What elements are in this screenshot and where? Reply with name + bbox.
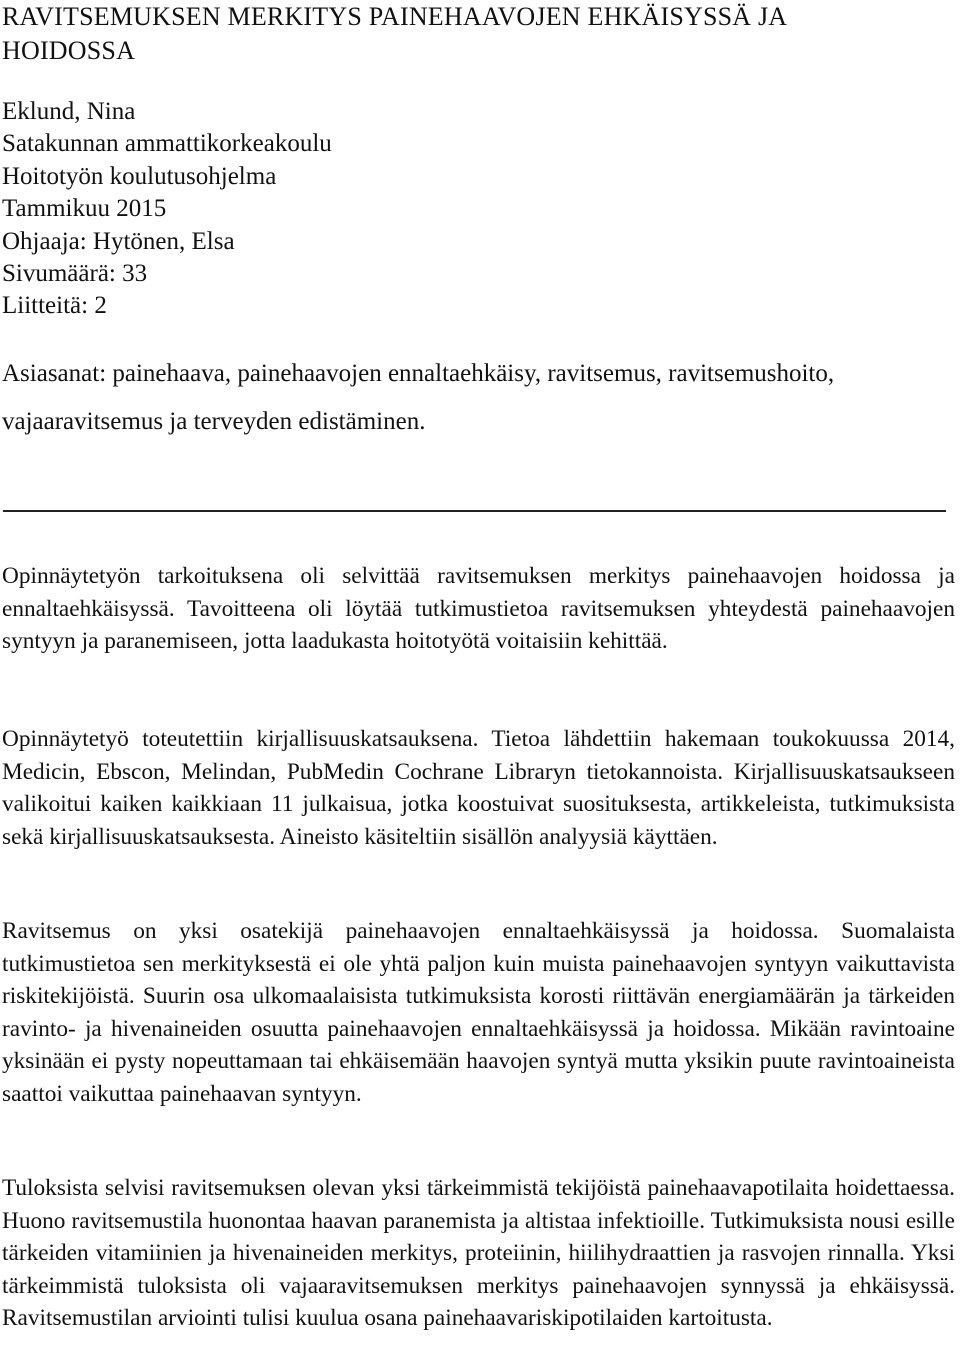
abstract-paragraph-purpose: Opinnäytetyön tarkoituksena oli selvittää ravitsemuksen merkitys painehaavojen hoidossa ja ennaltaehkäisyssä. Tavoitteena oli löytää tutkimustietoa ravitsemuksen yhteydestä painehaavojen syntyyn ja paranemiseen, jotta laadukasta hoitotyötä voitaisiin kehittää. [2, 563, 955, 654]
publication-date: Tammikuu 2015 [2, 195, 167, 223]
author-name: Eklund, Nina [2, 98, 136, 125]
horizontal-divider [3, 510, 946, 512]
keywords: Asiasanat: painehaava, painehaavojen ennaltaehkäisy, ravitsemus, ravitsemushoito, vajaaravitsemus ja terveyden edistäminen. [2, 360, 835, 435]
abstract-paragraph-findings: Ravitsemus on yksi osatekijä painehaavojen ennaltaehkäisyssä ja hoidossa. Suomalaista tutkimustietoa sen merkityksestä ei ole yhtä paljon kuin muista painehaavojen syntyyn vaikuttavista riskitekijöistä. Suurin osa ulkomaalaisista tutkimuksista korosti riittävän energiamäärän ja tärkeiden ravinto- ja hivenaineiden osuutta painehaavojen ennaltaehkäisyssä ja hoidossa. Mikään ravintoaine yksinään ei pysty nopeuttamaan tai ehkäisemään haavojen syntyä mutta yksikin puute ravintoaineista saattoi vaikuttaa painehaavan syntyyn. [2, 918, 955, 1107]
supervisor: Ohjaaja: Hytönen, Elsa [2, 227, 235, 255]
institution-name: Satakunnan ammattikorkeakoulu [2, 130, 332, 158]
appendix-count: Liitteitä: 2 [2, 292, 107, 320]
page-count: Sivumäärä: 33 [2, 260, 148, 288]
abstract-paragraph-results: Tuloksista selvisi ravitsemuksen olevan yksi tärkeimmistä tekijöistä painehaavapotilaita hoidettaessa. Huono ravitsemustila huonontaa haavan paranemista ja altistaa infektioille. Tutkimuksista nousi esille tärkeiden vitamiinien ja hivenaineiden merkitys, proteiinin, hiilihydraattien ja rasvojen rinnalla. Yksi tärkeimmistä tuloksista oli vajaaravitsemuksen merkitys painehaavojen synnyssä ja ehkäisyssä. Ravitsemustilan arviointi tulisi kuulua osana painehaavariskipotilaiden kartoitusta. [2, 1175, 955, 1331]
thesis-title: RAVITSEMUKSEN MERKITYS PAINEHAAVOJEN EHKÄISYSSÄ JA HOIDOSSA [2, 2, 786, 65]
thesis-metadata [2, 96, 332, 323]
abstract-paragraph-method: Opinnäytetyö toteutettiin kirjallisuuskatsauksena. Tietoa lähdettiin hakemaan toukokuussa 2014, Medicin, Ebscon, Melindan, PubMedin Cochrane Libraryn tietokannoista. Kirjallisuuskatsaukseen valikoitui kaiken kaikkiaan 11 julkaisua, jotka koostuivat suosituksesta, artikkeleista, tutkimuksista sekä kirjallisuuskatsauksesta. Aineisto käsiteltiin sisällön analyysiä käyttäen. [2, 726, 955, 850]
degree-programme: Hoitotyön koulutusohjelma [2, 162, 277, 190]
